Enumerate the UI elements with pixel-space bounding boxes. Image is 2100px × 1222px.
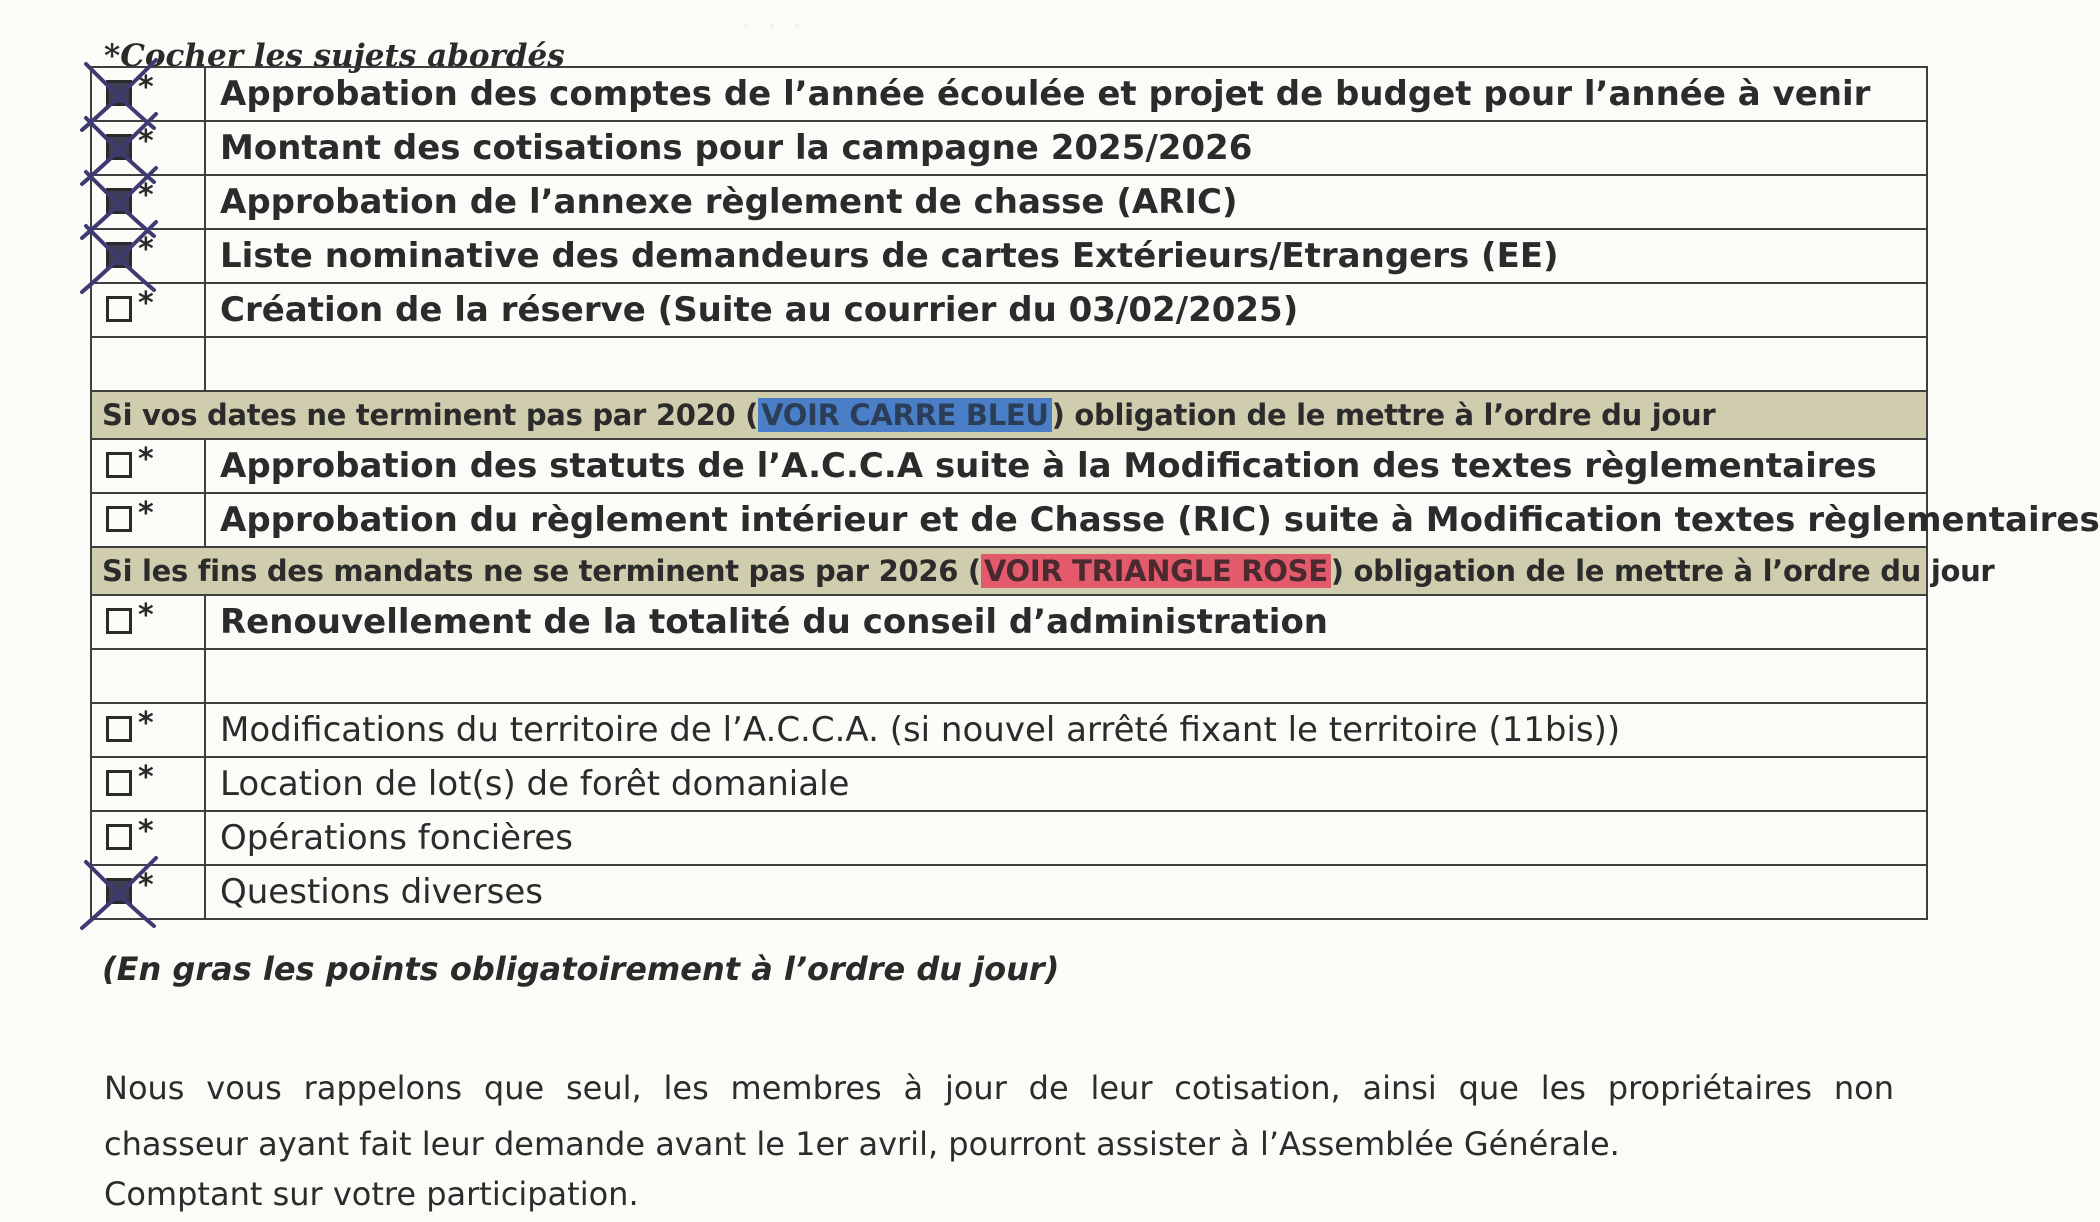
agenda-table-body (91, 67, 2100, 919)
checked-checkbox[interactable] (104, 868, 160, 912)
banner-highlight: VOIR CARRE BLEU (758, 398, 1052, 432)
agenda-banner-row (91, 547, 1927, 595)
agenda-item-text-cell (205, 757, 1927, 811)
agenda-item-row (91, 121, 1927, 175)
asterisk-mark: * (138, 868, 154, 903)
asterisk-mark: * (138, 814, 154, 849)
asterisk-mark: * (138, 232, 154, 267)
asterisk-mark: * (138, 598, 154, 633)
unchecked-checkbox[interactable] (104, 598, 160, 642)
agenda-item-label: Approbation des comptes de l’année écoulée et projet de budget pour l’année à venir (220, 74, 1871, 114)
checkbox-cell (91, 493, 205, 547)
agenda-item-label: Montant des cotisations pour la campagne 2025/2026 (220, 128, 1253, 168)
agenda-table (90, 66, 2100, 920)
agenda-item-label: Approbation des statuts de l’A.C.C.A suite à la Modification des textes règlementaires (220, 446, 1877, 486)
agenda-item-row (91, 67, 1927, 121)
agenda-item-label: Liste nominative des demandeurs de cartes Extérieurs/Etrangers (EE) (220, 236, 1559, 276)
checkbox-square-icon (106, 716, 132, 742)
banner-text-pre: Si les fins des mandats ne se terminent pas par 2026 ( (102, 554, 981, 588)
agenda-item-text-cell (205, 649, 1927, 703)
checkbox-cell (91, 649, 205, 703)
asterisk-mark: * (138, 760, 154, 795)
unchecked-checkbox[interactable] (104, 760, 160, 804)
checkbox-square-icon (106, 506, 132, 532)
unchecked-checkbox[interactable] (104, 496, 160, 540)
agenda-item-label: Location de lot(s) de forêt domaniale (220, 764, 850, 804)
unchecked-checkbox[interactable] (104, 706, 160, 750)
agenda-item-text-cell (205, 229, 1927, 283)
agenda-item-label: Création de la réserve (Suite au courrier du 03/02/2025) (220, 290, 1299, 330)
bold-items-footnote: (En gras les points obligatoirement à l’ordre du jour) (102, 950, 1060, 988)
checked-checkbox[interactable] (104, 232, 160, 276)
checkbox-cell (91, 865, 205, 919)
banner-text-post: ) obligation de le mettre à l’ordre du jour (1330, 554, 1995, 588)
agenda-item-row (91, 175, 1927, 229)
banner-highlight: VOIR TRIANGLE ROSE (981, 554, 1331, 588)
agenda-empty-row (91, 337, 1927, 391)
checkbox-square-icon (106, 608, 132, 634)
agenda-item-label: Modifications du territoire de l’A.C.C.A. (si nouvel arrêté fixant le territoire (11bis)) (220, 710, 1621, 750)
closing-line: Comptant sur votre participation. (104, 1175, 639, 1213)
agenda-item-row (91, 865, 1927, 919)
checkbox-cell (91, 283, 205, 337)
agenda-item-text-cell (205, 67, 1927, 121)
checked-checkbox[interactable] (104, 70, 160, 114)
banner-text-pre: Si vos dates ne terminent pas par 2020 ( (102, 398, 759, 432)
agenda-item-label: Questions diverses (220, 872, 543, 912)
banner-cell (91, 547, 1995, 595)
agenda-item-text-cell (205, 439, 1927, 493)
agenda-item-row (91, 283, 1927, 337)
checkbox-cell (91, 703, 205, 757)
checkbox-square-icon (106, 296, 132, 322)
handwritten-cross-icon (78, 218, 164, 296)
unchecked-checkbox[interactable] (104, 442, 160, 486)
agenda-banner-row (91, 391, 1927, 439)
agenda-empty-row (91, 649, 1927, 703)
agenda-item-label: Opérations foncières (220, 818, 573, 858)
banner-text-post: ) obligation de le mettre à l’ordre du jour (1051, 398, 1716, 432)
agenda-item-text-cell (205, 595, 1927, 649)
banner-cell (91, 391, 1927, 439)
checked-checkbox[interactable] (104, 124, 160, 168)
agenda-item-row (91, 493, 1927, 547)
agenda-item-text-cell (205, 337, 1927, 391)
checkbox-square-icon (106, 770, 132, 796)
agenda-item-row (91, 229, 1927, 283)
agenda-table-wrapper (90, 66, 2100, 920)
reminder-line-1: Nous vous rappelons que seul, les membres à jour de leur cotisation, ainsi que les propriétaires non (104, 1069, 1894, 1107)
asterisk-mark: * (138, 496, 154, 531)
handwritten-cross-icon (78, 854, 164, 932)
agenda-item-label: Approbation du règlement intérieur et de Chasse (RIC) suite à Modification textes règlementaires (220, 500, 2100, 540)
unchecked-checkbox[interactable] (104, 814, 160, 858)
agenda-item-text-cell (205, 811, 1927, 865)
checkbox-cell (91, 595, 205, 649)
asterisk-mark: * (138, 124, 154, 159)
agenda-item-text-cell (205, 865, 1927, 919)
agenda-item-label: Renouvellement de la totalité du conseil d’administration (220, 602, 1329, 642)
checkbox-cell (91, 229, 205, 283)
agenda-item-text-cell (205, 175, 1927, 229)
agenda-item-text-cell (205, 121, 1927, 175)
checkbox-square-icon (106, 452, 132, 478)
agenda-item-text-cell (205, 493, 2100, 547)
checkbox-square-icon (106, 824, 132, 850)
checkbox-cell (91, 757, 205, 811)
agenda-item-row (91, 757, 1927, 811)
asterisk-mark: * (138, 706, 154, 741)
agenda-item-row (91, 811, 1927, 865)
asterisk-mark: * (138, 178, 154, 213)
agenda-item-row (91, 595, 1927, 649)
checked-checkbox[interactable] (104, 178, 160, 222)
reminder-paragraph (104, 1060, 1894, 1222)
reminder-line-2: chasseur ayant fait leur demande avant le 1er avril, pourront assister à l’Assemblée Générale. (104, 1125, 1620, 1163)
bleed-through-text: · · · (740, 4, 804, 50)
unchecked-checkbox[interactable] (104, 286, 160, 330)
agenda-item-text-cell (205, 283, 1927, 337)
agenda-item-text-cell (205, 703, 1927, 757)
agenda-item-row (91, 703, 1927, 757)
asterisk-mark: * (138, 442, 154, 477)
agenda-item-row (91, 439, 1927, 493)
agenda-item-label: Approbation de l’annexe règlement de chasse (ARIC) (220, 182, 1238, 222)
checkbox-cell (91, 337, 205, 391)
checkbox-cell (91, 439, 205, 493)
asterisk-mark: * (138, 70, 154, 105)
asterisk-mark: * (138, 286, 154, 321)
instruction-text: *Cocher les sujets abordés (104, 38, 565, 74)
